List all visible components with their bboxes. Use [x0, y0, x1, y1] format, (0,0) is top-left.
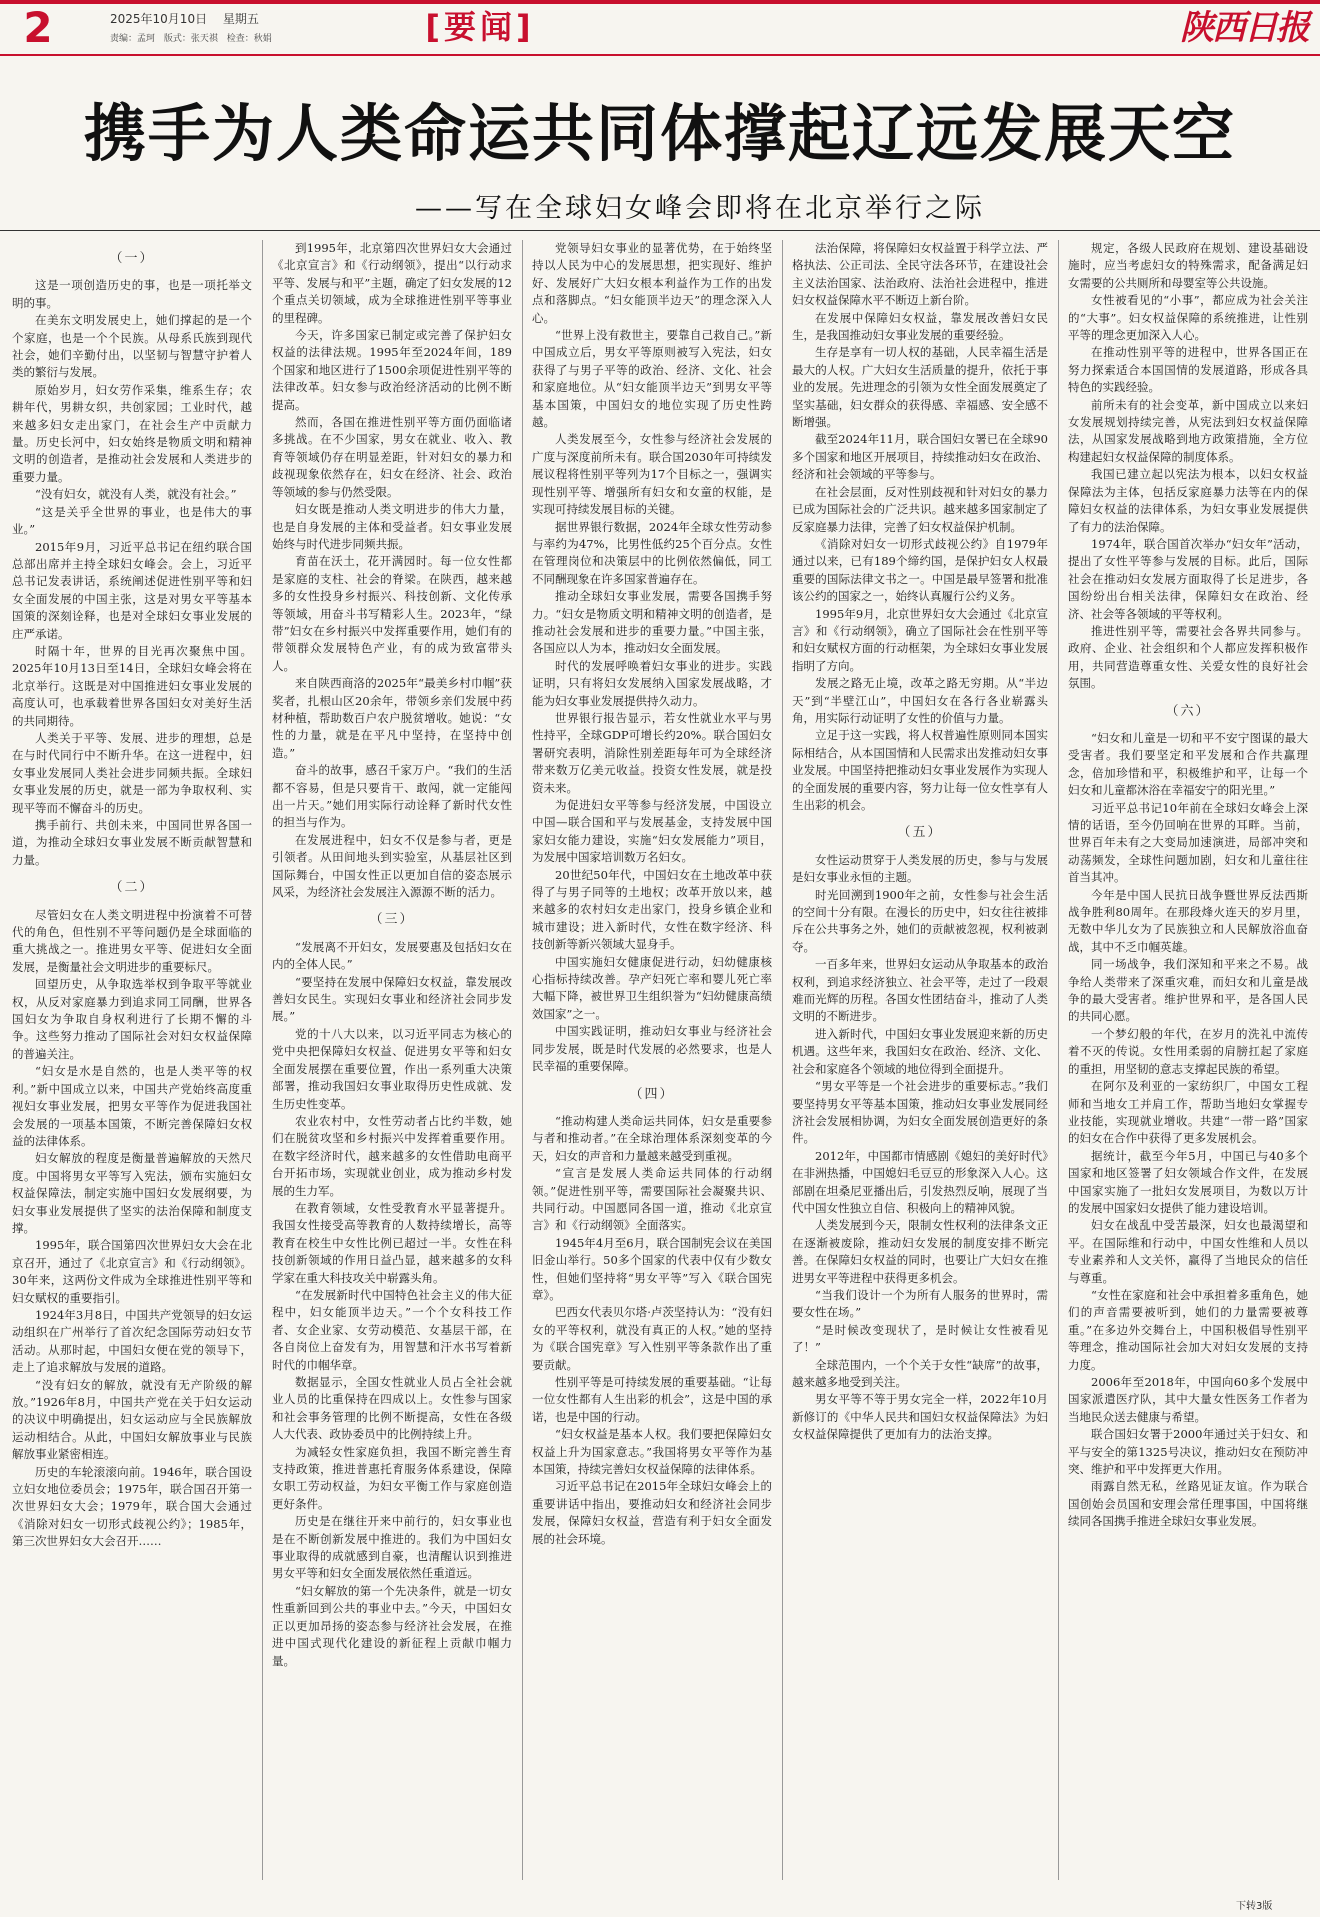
article-paragraph: 1924年3月8日，中国共产党领导的妇女运动组织在广州举行了首次纪念国际劳动妇女节活动。从那时起，中国妇女便在党的领导下，走上了追求解放与发展的道路。	[12, 1307, 252, 1375]
article-paragraph: 历史的车轮滚滚向前。1946年，联合国设立妇女地位委员会；1975年，联合国召开第一次世界妇女大会；1979年，联合国大会通过《消除对妇女一切形式歧视公约》；1985年，第三次世界妇女大会召开……	[12, 1464, 252, 1549]
article-paragraph: 为促进妇女平等参与经济发展，中国设立中国—联合国和平与发展基金，支持发展中国家妇女能力建设，实施“妇女发展能力”项目，为发展中国家培训数万名妇女。	[532, 798, 772, 865]
article-paragraph: 在发展进程中，妇女不仅是参与者，更是引领者。从田间地头到实验室，从基层社区到国际舞台，中国女性正以更加自信的姿态展示风采，为经济社会发展注入源源不断的活力。	[272, 832, 512, 900]
article-paragraph: “发展离不开妇女，发展要惠及包括妇女在内的全体人民。”	[272, 939, 512, 972]
article-paragraph: 1945年4月至6月，联合国制宪会议在美国旧金山举行。50多个国家的代表中仅有少数女性，但她们坚持将“男女平等”写入《联合国宪章》。	[532, 1235, 772, 1302]
column-divider	[782, 240, 783, 1880]
article-paragraph: 生存是享有一切人权的基础，人民幸福生活是最大的人权。广大妇女生活质量的提升，依托于事业的发展。先进理念的引领为女性全面发展奠定了坚实基础，妇女群众的获得感、幸福感、安全感不断增强。	[792, 345, 1048, 430]
article-paragraph: 时隔十年，世界的目光再次聚焦中国。2025年10月13日至14日，全球妇女峰会将在北京举行。这既是对中国推进妇女事业发展的高度认可，也承载着世界各国妇女对美好生活的共同期待。	[12, 643, 252, 728]
article-paragraph: 立足于这一实践，将人权普遍性原则同本国实际相结合，从本国国情和人民需求出发推动妇女事业发展。中国坚持把推动妇女事业发展作为实现人的全面发展的重要内容，努力让每一位女性享有人生出彩的机会。	[792, 728, 1048, 812]
section-number: （五）	[897, 825, 943, 841]
article-paragraph: 女性被看见的“小事”，都应成为社会关注的“大事”。妇女权益保障的系统推进，让性别平等的理念更加深入人心。	[1068, 293, 1308, 343]
article-subheadline: ——写在全球妇女峰会即将在北京举行之际	[415, 193, 985, 224]
page-number: 2	[23, 3, 53, 52]
article-paragraph: 《消除对妇女一切形式歧视公约》自1979年通过以来，已有189个缔约国，是保护妇女人权最重要的国际法律文书之一。中国是最早签署和批准该公约的国家之一，始终认真履行公约义务。	[792, 536, 1048, 604]
article-paragraph: 尽管妇女在人类文明进程中扮演着不可替代的角色，但性别不平等问题仍是全球面临的重大挑战之一。推进男女平等、促进妇女全面发展，是衡量社会文明进步的重要标尺。	[12, 907, 252, 974]
article-paragraph: 在推动性别平等的进程中，世界各国正在努力探索适合本国国情的发展道路，形成各具特色的实践经验。	[1068, 345, 1308, 395]
section-number: （三）	[369, 912, 415, 928]
article-paragraph: 在阿尔及利亚的一家纺织厂，中国女工程师和当地女工并肩工作，帮助当地妇女掌握专业技能，实现就业增收。共建“一带一路”国家的妇女在合作中获得了更多发展机会。	[1068, 1079, 1308, 1146]
column-divider	[1058, 240, 1059, 1880]
article-paragraph: “妇女权益是基本人权。我们要把保障妇女权益上升为国家意志。”我国将男女平等作为基本国策，持续完善妇女权益保障的法律体系。	[532, 1427, 772, 1477]
article-paragraph: 这是一项创造历史的事，也是一项托举文明的事。	[12, 278, 252, 310]
article-paragraph: 巴西女代表贝尔塔·卢茨坚持认为：“没有妇女的平等权利，就没有真正的人权。”她的坚持为《联合国宪章》写入性别平等条款作出了重要贡献。	[532, 1305, 772, 1372]
section-number: （一）	[109, 251, 155, 266]
continued-note: 下转3版	[1236, 1901, 1273, 1912]
column-divider	[262, 240, 263, 1880]
article-paragraph: 法治保障，将保障妇女权益置于科学立法、严格执法、公正司法、全民守法各环节，在建设社会主义法治国家、法治政府、法治社会进程中，推进妇女权益保障水平不断迈上新台阶。	[792, 241, 1048, 308]
article-paragraph: 人类关于平等、发展、进步的理想，总是在与时代同行中不断升华。在这一进程中，妇女事业发展同人类社会进步同频共振。全球妇女事业发展的历史，就是一部为争取权利、实现平等而不懈奋斗的历史。	[12, 730, 252, 815]
article-column	[1068, 240, 1308, 1880]
article-paragraph: 原始岁月，妇女劳作采集，维系生存；农耕年代，男耕女织，共创家园；工业时代，越来越多妇女走出家门，在社会生产中贡献力量。历史长河中，妇女始终是物质文明和精神文明的创造者，是推动社会发展和人类进步的重要力量。	[12, 382, 252, 484]
article-paragraph: 1995年9月，北京世界妇女大会通过《北京宣言》和《行动纲领》，确立了国际社会在性别平等和妇女赋权方面的行动框架，为全球妇女事业发展指明了方向。	[792, 606, 1048, 673]
article-paragraph: 性别平等是可持续发展的重要基础。“让每一位女性都有人生出彩的机会”，这是中国的承诺，也是中国的行动。	[532, 1375, 772, 1424]
section-number: （二）	[109, 880, 155, 896]
article-paragraph: 党领导妇女事业的显著优势，在于始终坚持以人民为中心的发展思想，把实现好、维护好、发展好广大妇女根本利益作为工作的出发点和落脚点。“妇女能顶半边天”的理念深入人心。	[532, 241, 772, 325]
article-paragraph: 人类发展至今，女性参与经济社会发展的广度与深度前所未有。联合国2030年可持续发展议程将性别平等列为17个目标之一，强调实现性别平等、增强所有妇女和女童的权能，是实现可持续发展目标的关键。	[532, 432, 772, 517]
article-paragraph: 中国实践证明，推动妇女事业与经济社会同步发展，既是时代发展的必然要求，也是人民幸福的重要保障。	[532, 1024, 772, 1074]
article-paragraph: 同一场战争，我们深知和平来之不易。战争给人类带来了深重灾难，而妇女和儿童是战争的最大受害者。维护世界和平，是各国人民的共同心愿。	[1068, 957, 1308, 1024]
article-paragraph: 规定，各级人民政府在规划、建设基础设施时，应当考虑妇女的特殊需求，配备满足妇女需要的公共厕所和母婴室等公共设施。	[1068, 241, 1308, 290]
section-number: （四）	[629, 1086, 675, 1102]
article-paragraph: 在发展中保障妇女权益，靠发展改善妇女民生，是我国推动妇女事业发展的重要经验。	[792, 310, 1048, 343]
article-paragraph: 农业农村中，女性劳动者占比约半数，她们在脱贫攻坚和乡村振兴中发挥着重要作用。在数字经济时代，越来越多的女性借助电商平台开拓市场，实现就业创业，成为推动乡村发展的生力军。	[272, 1113, 512, 1198]
article-paragraph: 在社会层面，反对性别歧视和针对妇女的暴力已成为国际社会的广泛共识。越来越多国家制定了反家庭暴力法律，完善了妇女权益保护机制。	[792, 484, 1048, 534]
article-paragraph: 习近平总书记在2015年全球妇女峰会上的重要讲话中指出，要推动妇女和经济社会同步发展，保障妇女权益，营造有利于妇女全面发展的社会环境。	[532, 1479, 772, 1546]
article-paragraph: 一百多年来，世界妇女运动从争取基本的政治权利，到追求经济独立、社会平等，走过了一段艰难而光辉的历程。各国女性团结奋斗，推动了人类文明的不断进步。	[792, 957, 1048, 1024]
article-paragraph: “女性在家庭和社会中承担着多重角色，她们的声音需要被听到，她们的力量需要被尊重。”在多边外交舞台上，中国积极倡导性别平等理念，推动国际社会加大对妇女发展的支持力度。	[1068, 1287, 1308, 1372]
article-paragraph: “要坚持在发展中保障妇女权益，靠发展改善妇女民生。实现妇女事业和经济社会同步发展。”	[272, 974, 512, 1024]
article-paragraph: 历史是在继往开来中前行的，妇女事业也是在不断创新发展中推进的。我们为中国妇女事业取得的成就感到自豪，也清醒认识到推进男女平等和妇女全面发展依然任重道远。	[272, 1514, 512, 1581]
article-paragraph: 育苗在沃土，花开满园时。每一位女性都是家庭的支柱、社会的脊梁。在陕西，越来越多的女性投身乡村振兴、科技创新、文化传承等领域，用奋斗书写精彩人生。2023年，“绿带”妇女在乡村振兴中发挥重要作用，她们有的带领群众发展特色产业，有的成为致富带头人。	[272, 554, 512, 673]
article-paragraph: “妇女和儿童是一切和平不安宁图谋的最大受害者。我们要坚定和平发展和合作共赢理念，倍加珍惜和平，积极维护和平，让每一个妇女和儿童都沐浴在幸福安宁的阳光里。”	[1068, 730, 1308, 798]
article-paragraph: 截至2024年11月，联合国妇女署已在全球90多个国家和地区开展项目，持续推动妇女在政治、经济和社会领域的平等参与。	[792, 432, 1048, 482]
article-paragraph: “这是关乎全世界的事业，也是伟大的事业。”	[12, 504, 252, 537]
article-paragraph: 女性运动贯穿于人类发展的历史，参与与发展是妇女事业永恒的主题。	[792, 852, 1048, 885]
article-paragraph: 发展之路无止境，改革之路无穷期。从“半边天”到“半壁江山”，中国妇女在各行各业崭露头角，用实际行动证明了女性的价值与力量。	[792, 676, 1048, 725]
article-paragraph: “是时候改变现状了，是时候让女性被看见了！”	[792, 1322, 1048, 1355]
article-paragraph: 1974年，联合国首次举办“妇女年”活动，提出了女性平等参与发展的目标。此后，国际社会在推动妇女发展方面取得了长足进步，各国纷纷出台相关法律，保障妇女在政治、经济、社会等各领域的平等权利。	[1068, 536, 1308, 621]
issue-date: 2025年10月10日	[110, 12, 208, 26]
header-date-line	[110, 10, 278, 27]
article-column	[792, 240, 1048, 1880]
article-paragraph: 世界银行报告显示，若女性就业水平与男性持平，全球GDP可增长约20%。联合国妇女署研究表明，消除性别差距每年可为全球经济带来数万亿美元收益。投资女性发展，就是投资未来。	[532, 710, 772, 795]
article-paragraph: 人类发展到今天，限制女性权利的法律条文正在逐渐被废除，推动妇女发展的制度安排不断完善。在保障妇女权益的同时，也要让广大妇女在推进男女平等进程中获得更多机会。	[792, 1218, 1048, 1285]
article-paragraph: 来自陕西商洛的2025年“最美乡村巾帼”获奖者，扎根山区20余年，带领乡亲们发展中药材种植，帮助数百户农户脱贫增收。她说：“女性的力量，就是在平凡中坚持，在坚持中创造。”	[272, 676, 512, 760]
article-paragraph: “宣言是发展人类命运共同体的行动纲领。”促进性别平等，需要国际社会凝聚共识、共同行动。中国愿同各国一道，推动《北京宣言》和《行动纲领》全面落实。	[532, 1166, 772, 1233]
article-paragraph: 1995年，联合国第四次世界妇女大会在北京召开，通过了《北京宣言》和《行动纲领》。30年来，这两份文件成为全球推进性别平等和妇女赋权的重要指引。	[12, 1238, 252, 1305]
editor-credit: 责编：孟珂	[110, 34, 156, 44]
article-paragraph: 联合国妇女署于2000年通过关于妇女、和平与安全的第1325号决议，推动妇女在预防冲突、维护和平中发挥更大作用。	[1068, 1427, 1308, 1477]
article-paragraph: “没有妇女，就没有人类，就没有社会。”	[35, 487, 237, 502]
article-paragraph: 进入新时代，中国妇女事业发展迎来新的历史机遇。这些年来，我国妇女在政治、经济、文化、社会和家庭各个领域的地位得到全面提升。	[792, 1026, 1048, 1076]
article-body	[0, 240, 1320, 1880]
article-paragraph: 今年是中国人民抗日战争暨世界反法西斯战争胜利80周年。在那段烽火连天的岁月里，无数中华儿女为了民族独立和人民解放浴血奋战，其中不乏巾帼英雄。	[1068, 887, 1308, 954]
article-headline: 携手为人类命运共同体撑起辽远发展天空	[83, 97, 1236, 170]
header-staff-line	[110, 31, 278, 44]
article-paragraph: 2012年，中国都市情感剧《媳妇的美好时代》在非洲热播，中国媳妇毛豆豆的形象深入人心。这部剧在坦桑尼亚播出后，引发热烈反响，展现了当代中国女性独立自信、积极向上的精神风貌。	[792, 1148, 1048, 1215]
article-column	[532, 240, 772, 1880]
article-paragraph: 为减轻女性家庭负担，我国不断完善生育支持政策，推进普惠托育服务体系建设，保障女职工劳动权益，为妇女平衡工作与家庭创造更好条件。	[272, 1444, 512, 1511]
article-paragraph: 雨露自然无私，丝路见证友谊。作为联合国创始会员国和安理会常任理事国，中国将继续同各国携手推进全球妇女事业发展。	[1068, 1479, 1308, 1529]
article-paragraph: 前所未有的社会变革，新中国成立以来妇女发展规划持续完善，从宪法到妇女权益保障法，从国家发展战略到地方政策措施，全方位构建起妇女权益保障的制度体系。	[1068, 397, 1308, 464]
section-tag: [要闻]	[425, 8, 535, 46]
article-paragraph: 20世纪50年代，中国妇女在土地改革中获得了与男子同等的土地权；改革开放以来，越来越多的农村妇女走出家门，投身乡镇企业和城市建设；进入新时代，女性在数字经济、科技创新等新兴领域大显身手。	[532, 867, 772, 952]
column-divider	[522, 240, 523, 1880]
article-paragraph: 妇女既是推动人类文明进步的伟大力量，也是自身发展的主体和受益者。妇女事业发展始终与时代进步同频共振。	[272, 502, 512, 551]
issue-weekday: 星期五	[222, 12, 259, 26]
article-paragraph: 今天，许多国家已制定或完善了保护妇女权益的法律法规。1995年至2024年间，189个国家和地区进行了1500余项促进性别平等的法律改革。妇女参与政治经济活动的比例不断提高。	[272, 328, 512, 412]
article-paragraph: 回望历史，从争取选举权到争取平等就业权，从反对家庭暴力到追求同工同酬，世界各国妇女为争取自身权利进行了长期不懈的斗争。这些努力推动了国际社会对妇女权益保障的普遍关注。	[12, 977, 252, 1061]
article-column	[272, 240, 512, 1880]
article-paragraph: “没有妇女的解放，就没有无产阶级的解放。”1926年8月，中国共产党在关于妇女运动的决议中明确提出，妇女运动应与全民族解放运动相结合。从此，中国妇女解放事业与民族解放事业紧密相连。	[12, 1377, 252, 1462]
article-paragraph: 中国实施妇女健康促进行动，妇幼健康核心指标持续改善。孕产妇死亡率和婴儿死亡率大幅下降，被世界卫生组织誉为“妇幼健康高绩效国家”之一。	[532, 954, 772, 1021]
article-paragraph: 习近平总书记10年前在全球妇女峰会上深情的话语，至今仍回响在世界的耳畔。当前，世界百年未有之大变局加速演进，局部冲突和动荡频发，全球性问题加剧，妇女和儿童往往首当其冲。	[1068, 800, 1308, 885]
article-paragraph: “推动构建人类命运共同体，妇女是重要参与者和推动者。”在全球治理体系深刻变革的今天，妇女的声音和力量越来越受到重视。	[532, 1113, 772, 1163]
header-red-rule	[0, 54, 1320, 56]
article-paragraph: “妇女解放的第一个先决条件，就是一切女性重新回到公共的事业中去。”今天，中国妇女正以更加昂扬的姿态参与经济社会发展，在推进中国式现代化建设的新征程上贡献巾帼力量。	[272, 1583, 512, 1668]
article-paragraph: 我国已建立起以宪法为根本，以妇女权益保障法为主体，包括反家庭暴力法等在内的保障妇女权益的法律体系，为妇女事业发展提供了有力的法治保障。	[1068, 467, 1308, 534]
article-paragraph: 2006年至2018年，中国向60多个发展中国家派遣医疗队，其中大量女性医务工作者为当地民众送去健康与希望。	[1068, 1375, 1308, 1424]
article-paragraph: 据统计，截至今年5月，中国已与40多个国家和地区签署了妇女领域合作文件，在发展中国家实施了一批妇女发展项目，为数以万计的发展中国家妇女提供了能力建设培训。	[1068, 1148, 1308, 1215]
page-header	[0, 4, 1320, 52]
article-paragraph: “妇女是水是自然的，也是人类平等的权利。”新中国成立以来，中国共产党始终高度重视妇女事业发展，把男女平等作为促进我国社会发展的一项基本国策，不断完善保障妇女权益的法律体系。	[12, 1064, 252, 1148]
article-paragraph: 时光回溯到1900年之前，女性参与社会生活的空间十分有限。在漫长的历史中，妇女往往被排斥在公共事务之外，她们的贡献被忽视，权利被剥夺。	[792, 887, 1048, 954]
article-paragraph: “男女平等是一个社会进步的重要标志。”我们要坚持男女平等基本国策，推动妇女事业发展同经济社会发展相协调，为妇女全面发展创造更好的条件。	[792, 1079, 1048, 1146]
article-paragraph: 推进性别平等，需要社会各界共同参与。政府、企业、社会组织和个人都应发挥积极作用，共同营造尊重女性、关爱女性的良好社会氛围。	[1068, 623, 1308, 691]
article-paragraph: 据世界银行数据，2024年全球女性劳动参与率约为47%，比男性低约25个百分点。女性在管理岗位和决策层中的比例依然偏低，同工不同酬现象在许多国家普遍存在。	[532, 519, 772, 586]
article-paragraph: 在美东文明发展史上，她们撑起的是一个个家庭，也是一个个民族。从母系氏族到现代社会，她们辛勤付出，以坚韧与智慧守护着人类的繁衍与发展。	[12, 313, 252, 380]
article-paragraph: 然而，各国在推进性别平等方面仍面临诸多挑战。在不少国家，男女在就业、收入、教育等领域仍存在明显差距，针对妇女的暴力和歧视现象依然存在，妇女在经济、社会、政治等领域的参与仍然受限。	[272, 415, 512, 499]
title-divider	[0, 230, 1320, 231]
article-column	[12, 240, 252, 1880]
section-number: （六）	[1165, 703, 1211, 719]
article-paragraph: 奋斗的故事，感召千家万户。“我们的生活都不容易，但是只要肯干、敢闯，就一定能闯出一片天。”她们用实际行动诠释了新时代女性的担当与作为。	[272, 763, 512, 830]
article-paragraph: 一个梦幻般的年代，在岁月的洗礼中流传着不灭的传说。女性用柔弱的肩膀扛起了家庭的重担，用坚韧的意志支撑起民族的希望。	[1068, 1026, 1308, 1076]
article-paragraph: 2015年9月，习近平总书记在纽约联合国总部出席并主持全球妇女峰会。会上，习近平总书记发表讲话，系统阐述促进性别平等和妇女全面发展的中国主张，这是对男女平等基本国策的深刻诠释，也是对全球妇女事业发展的庄严承诺。	[12, 539, 252, 641]
article-paragraph: 推动全球妇女事业发展，需要各国携手努力。“妇女是物质文明和精神文明的创造者，是推动社会发展和进步的重要力量。”中国主张，各国应以人为本，推动妇女全面发展。	[532, 589, 772, 656]
article-paragraph: 妇女在战乱中受苦最深，妇女也最渴望和平。在国际维和行动中，中国女性维和人员以专业素养和人文关怀，赢得了当地民众的信任与尊重。	[1068, 1218, 1308, 1285]
header-info	[110, 10, 278, 44]
article-paragraph: 到1995年，北京第四次世界妇女大会通过《北京宣言》和《行动纲领》，提出“以行动求平等、发展与和平”主题，确定了妇女发展的12个重点关切领域，成为全球推进性别平等事业的里程碑。	[272, 241, 512, 325]
article-paragraph: “在发展新时代中国特色社会主义的伟大征程中，妇女能顶半边天。”一个个女科技工作者、女企业家、女劳动模范、女基层干部，在各自岗位上奋发有为，用智慧和汗水书写着新时代的巾帼华章。	[272, 1287, 512, 1372]
proofreader-credit: 检查：秋娟	[226, 34, 272, 44]
article-paragraph: 全球范围内，一个个关于女性“缺席”的故事，越来越多地受到关注。	[792, 1357, 1048, 1389]
article-paragraph: “世界上没有救世主，要靠自己救自己。”新中国成立后，男女平等原则被写入宪法，妇女获得了与男子平等的政治、经济、文化、社会和家庭地位。从“妇女能顶半边天”到男女平等基本国策，中国妇女的地位实现了历史性跨越。	[532, 328, 772, 430]
article-paragraph: 数据显示，全国女性就业人员占全社会就业人员的比重保持在四成以上。女性参与国家和社会事务管理的比例不断提高，女性在各级人大代表、政协委员中的比例持续上升。	[272, 1375, 512, 1442]
article-paragraph: 男女平等不等于男女完全一样，2022年10月新修订的《中华人民共和国妇女权益保障法》为妇女权益保障提供了更加有力的法治支撑。	[792, 1392, 1048, 1442]
article-paragraph: “当我们设计一个为所有人服务的世界时，需要女性在场。”	[792, 1287, 1048, 1320]
article-paragraph: 党的十八大以来，以习近平同志为核心的党中央把保障妇女权益、促进男女平等和妇女全面发展摆在重要位置，作出一系列重大决策部署，推动我国妇女事业取得历史性成就、发生历史性变革。	[272, 1026, 512, 1111]
newspaper-logo: 陕西日报	[1180, 8, 1308, 48]
article-paragraph: 时代的发展呼唤着妇女事业的进步。实践证明，只有将妇女发展纳入国家发展战略，才能为妇女事业发展提供持久动力。	[532, 658, 772, 708]
article-paragraph: 妇女解放的程度是衡量普遍解放的天然尺度。中国将男女平等写入宪法，颁布实施妇女权益保障法，制定实施中国妇女发展纲要，为妇女事业发展提供了坚实的法治保障和制度支撑。	[12, 1151, 252, 1235]
article-paragraph: 在教育领域，女性受教育水平显著提升。我国女性接受高等教育的人数持续增长，高等教育在校生中女性比例已超过一半。女性在科技创新领域的作用日益凸显，越来越多的女科学家在重大科技攻关中崭露头角。	[272, 1200, 512, 1285]
article-paragraph: 携手前行、共创未来，中国同世界各国一道，为推动全球妇女事业发展不断贡献智慧和力量。	[12, 818, 252, 867]
designer-credit: 版式：张天祺	[163, 34, 218, 44]
